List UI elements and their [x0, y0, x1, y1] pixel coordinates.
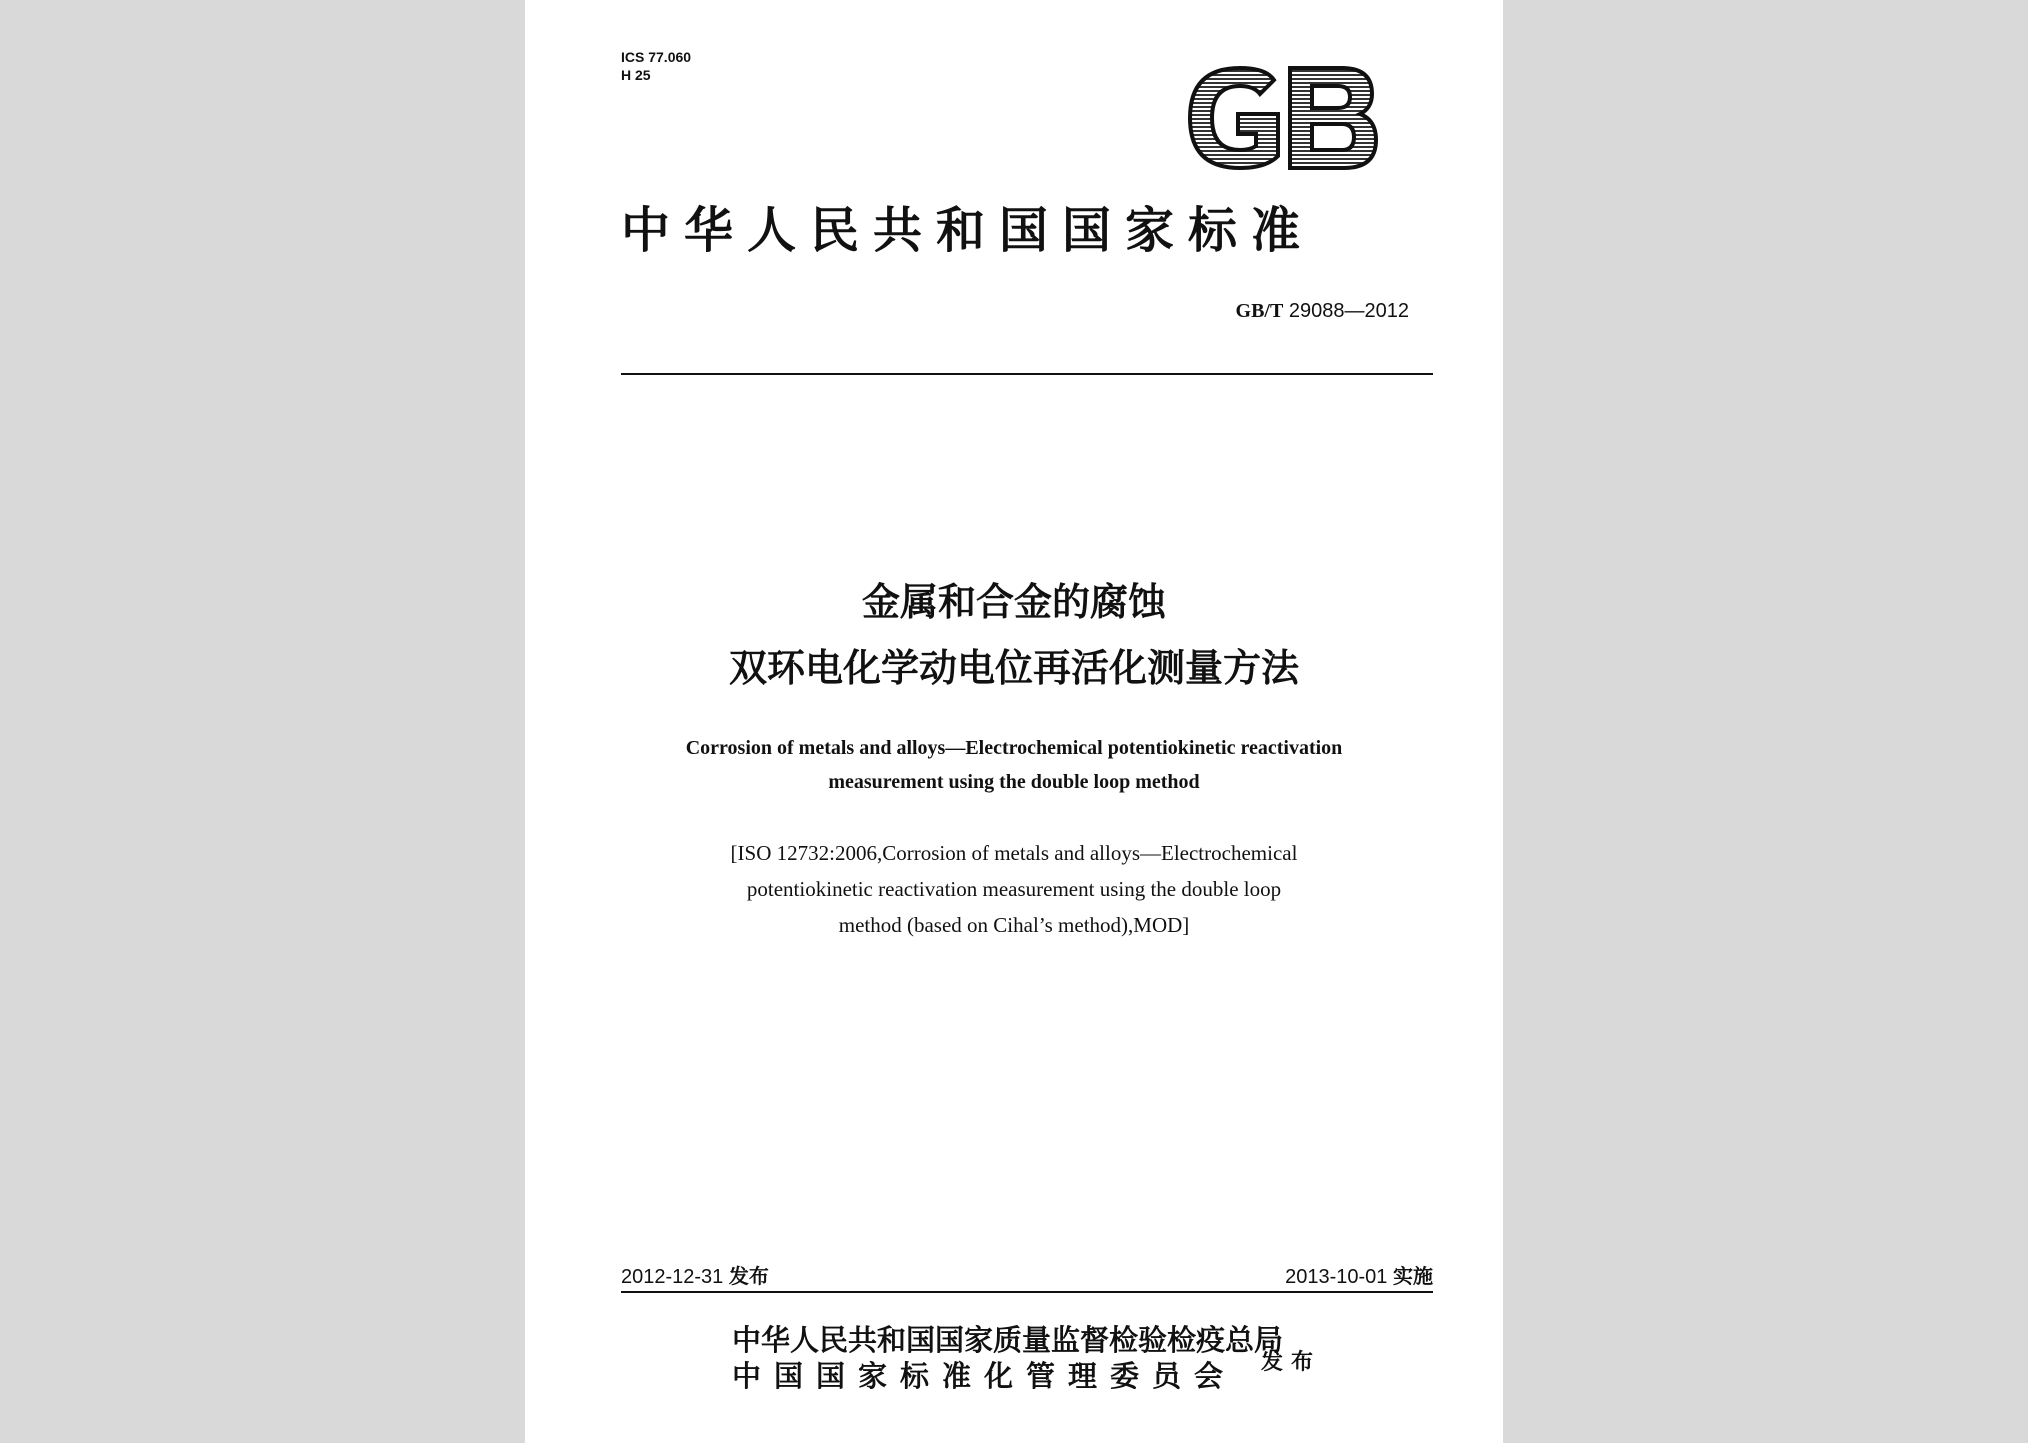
classification-codes [621, 48, 691, 84]
standard-code-number: 29088—2012 [1288, 300, 1409, 322]
national-standard-title: 中华人民共和国国家标准 [621, 201, 1315, 259]
top-divider [621, 373, 1433, 375]
issue-date [621, 1260, 769, 1289]
implementation-date-value: 2013-10-01 [1285, 1266, 1388, 1288]
gb-logo [1182, 62, 1382, 174]
issue-date-label: 发布 [728, 1264, 769, 1288]
implementation-date [1285, 1260, 1433, 1289]
issue-date-value: 2012-12-31 [621, 1266, 724, 1288]
chinese-title-line-2: 双环电化学动电位再活化测量方法 [728, 646, 1299, 690]
iso-reference-line-1: [ISO 12732:2006,Corrosion of metals and alloys—Electrochemical [730, 841, 1298, 865]
ccs-code: H 25 [621, 67, 651, 83]
issuer-line-2: 中国国家标准化管理委员会 [732, 1359, 1237, 1393]
english-title-line-2: measurement using the double loop method [828, 771, 1200, 793]
bottom-divider [621, 1291, 1433, 1293]
iso-reference-line-3: method (based on Cihal’s method),MOD] [838, 913, 1190, 937]
issuer-line-1: 中华人民共和国国家质量监督检验检疫总局 [732, 1323, 1284, 1357]
ics-code: ICS 77.060 [621, 49, 692, 65]
publish-label: 发布 [1261, 1350, 1322, 1375]
standard-code [1236, 300, 1409, 323]
chinese-title-line-1: 金属和合金的腐蚀 [861, 580, 1166, 624]
english-title-line-1: Corrosion of metals and alloys—Electrochemical potentiokinetic reactivation [685, 737, 1343, 759]
standard-code-prefix: GB/T [1235, 300, 1284, 322]
implementation-date-label: 实施 [1393, 1264, 1433, 1288]
iso-reference-line-2: potentiokinetic reactivation measurement using the double loop [746, 877, 1282, 901]
document-page [525, 0, 1503, 1443]
